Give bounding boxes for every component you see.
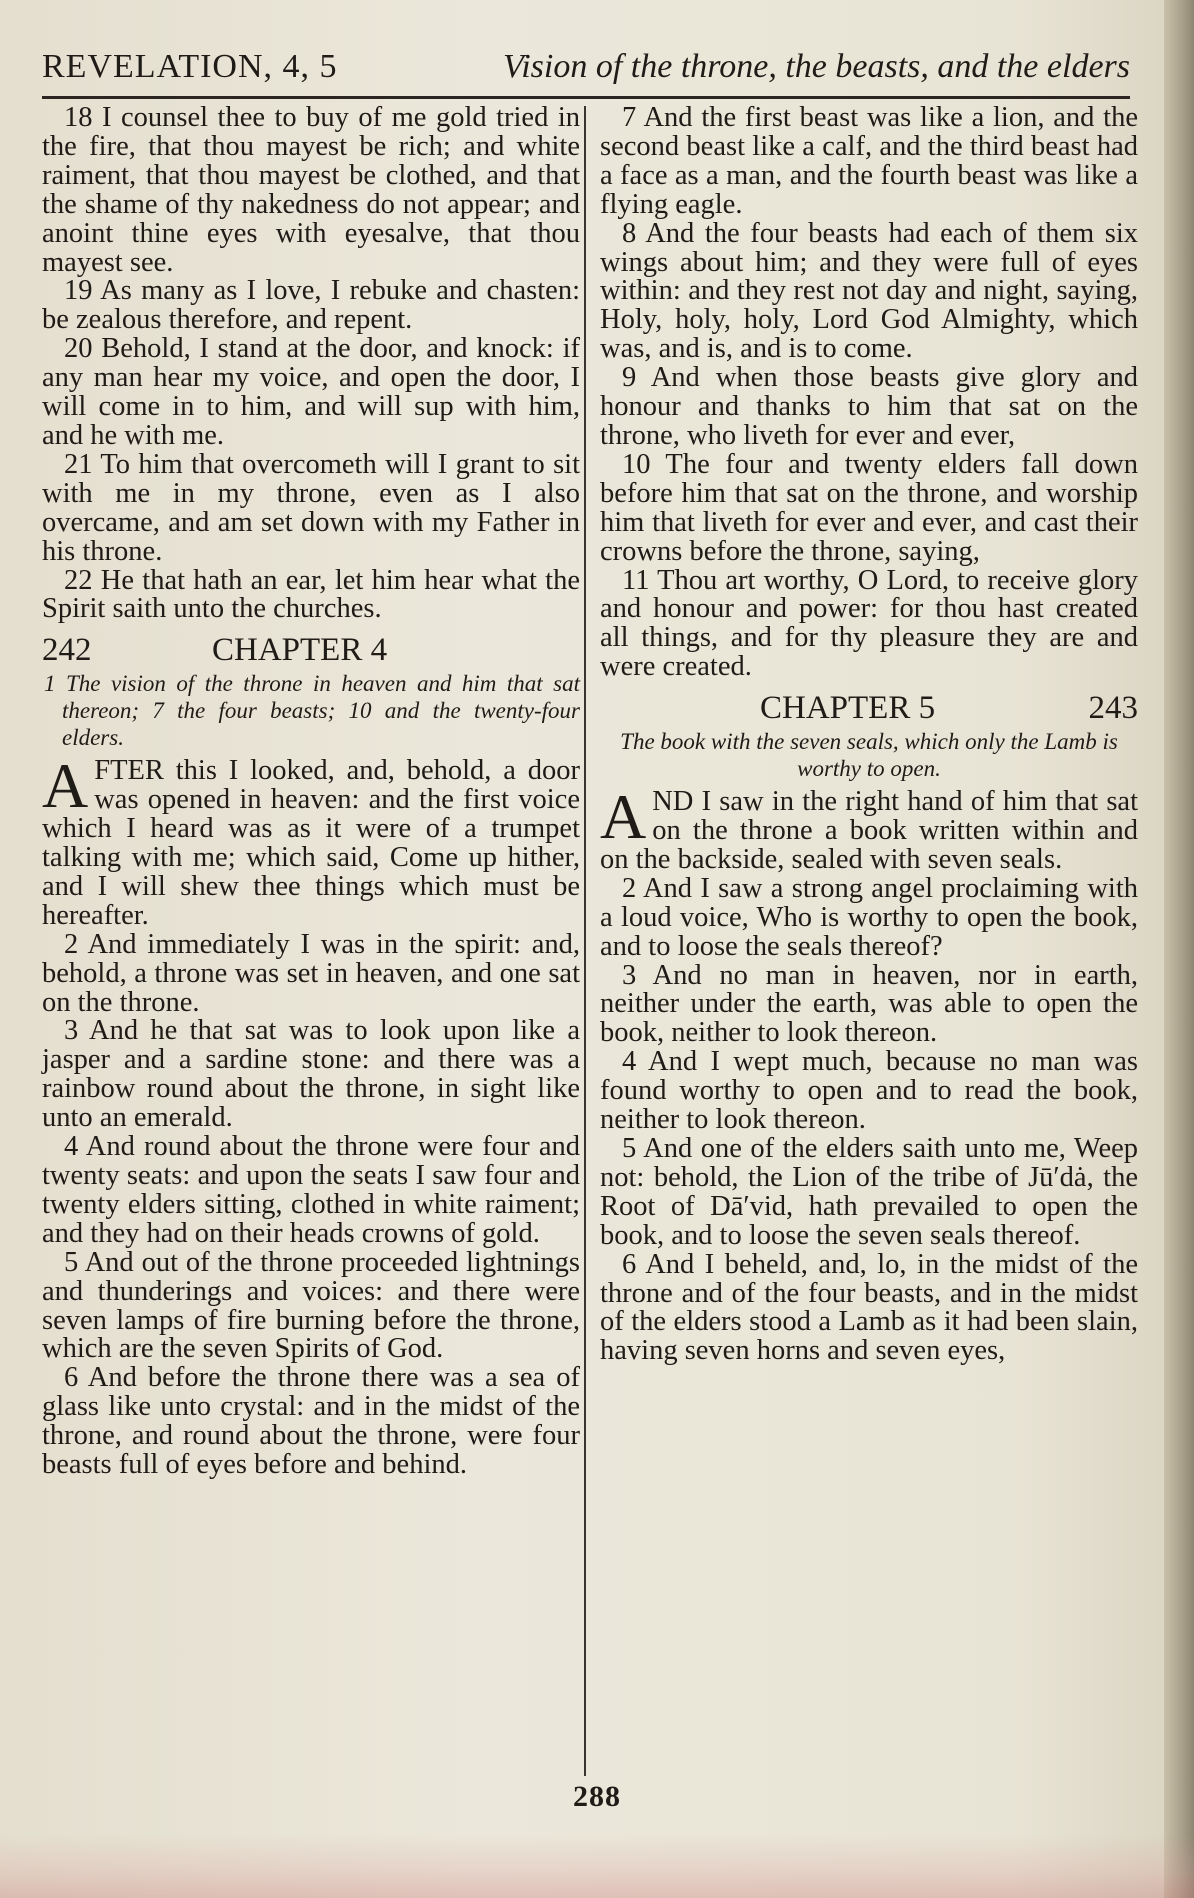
verse-5-4: 4 And I wept much, because no man was found worthy to open and to read the book, neither to look thereon. [600,1046,1138,1136]
verse-5-5: 5 And one of the elders saith unto me, Weep not: behold, the Lion of the tribe of Jū′dȧ, the Root of Dā′vid, hath prevailed to open the book, and to loose the seven seals thereof. [600,1133,1138,1251]
chapter-4-summary: 1 The vision of the throne in heaven and him that sat thereon; 7 the four beasts; 10 and the twenty-four elders. [44,671,580,751]
verse-4-4: 4 And round about the throne were four and twenty seats: and upon the seats I saw four and twenty elders sitting, clothed in white raiment; and they had on their heads crowns of gold. [42,1131,580,1249]
verse-4-5: 5 And out of the throne proceeded lightnings and thunderings and voices: and there were seven lamps of fire burning before the throne, which are the seven Spirits of God. [42,1246,580,1365]
page-stain [0,1834,1194,1898]
header-book-reference: REVELATION, 4, 5 [42,48,338,85]
verse-5-6: 6 And I beheld, and, lo, in the midst of the throne and of the four beasts, and in the midst of the elders stood a Lamb as it had been slain, having seven horns and seven eyes, [600,1248,1138,1367]
right-column [600,104,1138,1366]
chapter-4-title: CHAPTER 4 [212,632,388,669]
verse-5-1-text: ND I saw in the right hand of him that sat on the throne a book written within and on the backside, sealed with seven seals. [600,786,1138,875]
drop-cap-letter: A [42,750,89,822]
verse-4-7: 7 And the first beast was like a lion, and the second beast like a calf, and the third beast had a face as a man, and the fourth beast was like a flying eagle. [600,102,1138,220]
chapter-4-ref-number: 242 [42,632,92,669]
verse-4-8: 8 And the four beasts had each of them six wings about him; and they were full of eyes within: and they rest not day and night, saying, Holy, holy, holy, Lord God Almighty, which was, and is, and is to come. [600,217,1138,365]
verse-4-1 [42,750,580,931]
verse-4-11: 11 Thou art worthy, O Lord, to receive glory and honour and power: for thou hast created all things, and for thy pleasure they are and were created. [600,564,1138,683]
book-spine-edge [1164,0,1194,1898]
chapter-5-ref-number: 243 [1088,690,1138,727]
verse-5-2: 2 And I saw a strong angel proclaiming with a loud voice, Who is worthy to open the book, and to loose the seals thereof? [600,872,1138,962]
running-header [42,42,1130,92]
verse-3-19: 19 As many as I love, I rebuke and chasten: be zealous therefore, and repent. [42,275,580,336]
page-number: 288 [573,1780,621,1813]
verse-4-1-text: FTER this I looked, and, behold, a door was opened in heaven: and the first voice which I heard was as it were of a trumpet talking with me; which said, Come up hither, and I will shew thee things which must be hereafter. [42,755,580,931]
header-rule [42,96,1130,99]
column-divider [584,106,586,1776]
verse-5-1 [600,781,1138,875]
verse-4-3: 3 And he that sat was to look upon like a jasper and a sardine stone: and there was a rainbow round about the throne, in sight like unto an emerald. [42,1015,580,1134]
verse-3-18: 18 I counsel thee to buy of me gold tried in the fire, that thou mayest be rich; and white raiment, that thou mayest be clothed, and that the shame of thy nakedness do not appear; and anoint thine eyes with eyesalve, that thou mayest see. [42,102,580,278]
chapter-4-heading [42,630,580,670]
verse-5-3: 3 And no man in heaven, nor in earth, neither under the earth, was able to open the book, neither to look thereon. [600,959,1138,1049]
left-column [42,104,580,1480]
verse-4-10: 10 The four and twenty elders fall down before him that sat on the throne, and worship him that liveth for ever and ever, and cast their crowns before the throne, saying, [600,448,1138,567]
verse-4-2: 2 And immediately I was in the spirit: and, behold, a throne was set in heaven, and one sat on the throne. [42,928,580,1018]
drop-cap-letter: A [600,781,647,853]
verse-4-6: 6 And before the throne there was a sea of glass like unto crystal: and in the midst of the throne, and round about the throne, were four beasts full of eyes before and behind. [42,1362,580,1481]
verse-3-22: 22 He that hath an ear, let him hear what the Spirit saith unto the churches. [42,564,580,625]
verse-4-9: 9 And when those beasts give glory and honour and thanks to him that sat on the throne, who liveth for ever and ever, [600,362,1138,451]
chapter-5-heading [600,688,1138,728]
chapter-5-title: CHAPTER 5 [760,690,936,727]
chapter-5-summary: The book with the seven seals, which only the Lamb is worthy to open. [620,729,1118,782]
verse-3-20: 20 Behold, I stand at the door, and knock: if any man hear my voice, and open the door, I will come in to him, and will sup with him, and he with me. [42,333,580,451]
header-section-title: Vision of the throne, the beasts, and the elders [502,48,1130,85]
verse-3-21: 21 To him that overcometh will I grant to sit with me in my throne, even as I also overcame, and am set down with my Father in his throne. [42,448,580,567]
